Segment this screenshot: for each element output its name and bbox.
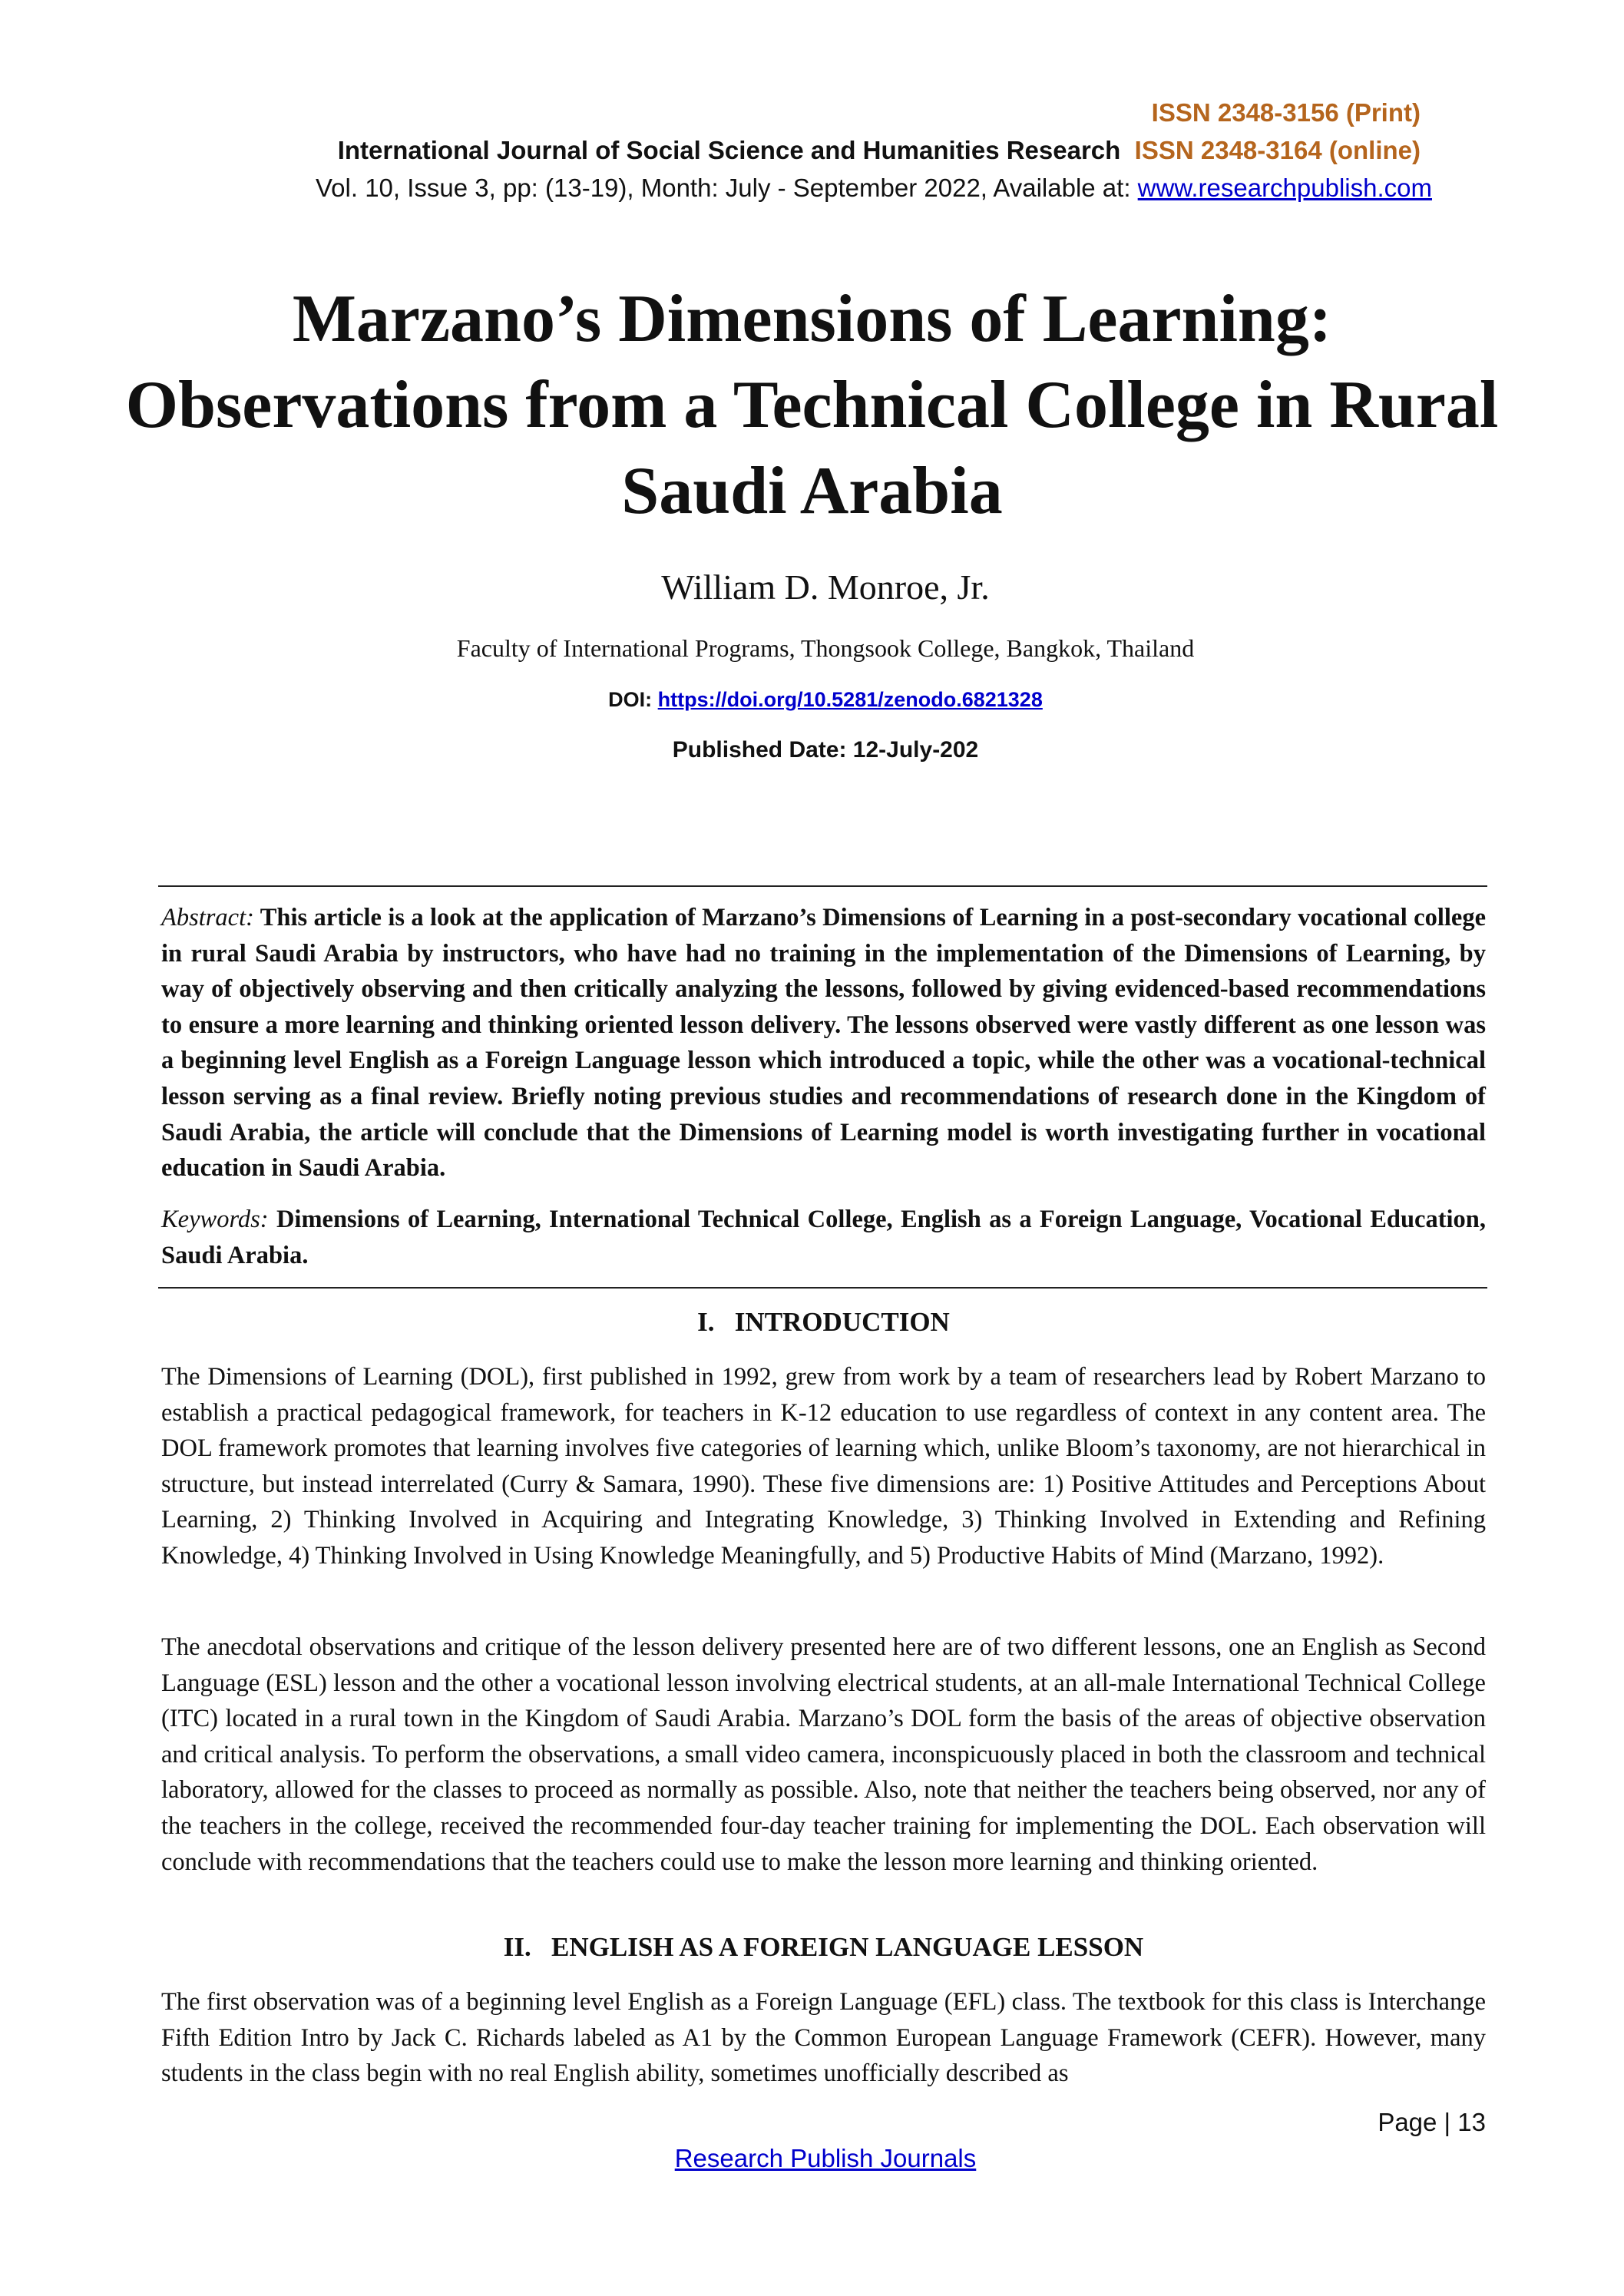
paragraph: The anecdotal observations and critique of the lesson delivery presented here are of two different lessons, one an English as Second Language (ESL) lesson and the other a vocational lesson involving electrical students, at an all-male International Technical College (ITC) located in a rural town in the Kingdom of Saudi Arabia. Marzano’s DOL form the basis of the areas of objective observation and critical analysis. To perform the observations, a small video camera, inconspicuously placed in both the classroom and technical laboratory, allowed for the classes to proceed as normally as possible. Also, note that neither the teachers being observed, nor any of the teachers in the college, received the recommended four-day teacher training for implementing the DOL. Each observation will conclude with recommendations that the teachers could use to make the lesson more learning and thinking oriented. <box>161 1633 1486 1876</box>
journal-name: International Journal of Social Science and Humanities Research <box>337 136 1121 164</box>
divider <box>158 1287 1487 1289</box>
doi-label: DOI: <box>608 688 653 711</box>
section-heading: II. ENGLISH AS A FOREIGN LANGUAGE LESSON <box>503 1932 1144 1962</box>
doi-line <box>0 688 1624 712</box>
abstract-label: Abstract: <box>161 904 254 931</box>
volume-line <box>316 174 1432 203</box>
paper-title: Marzano’s Dimensions of Learning: Observations from a Technical College in Rural Saudi Arabia <box>125 282 1499 528</box>
volume-info: Vol. 10, Issue 3, pp: (13-19), Month: July - September 2022, Available at: <box>315 174 1131 202</box>
footer-link[interactable]: Research Publish Journals <box>674 2144 977 2172</box>
keywords <box>161 1202 1486 1273</box>
abstract <box>161 900 1486 1186</box>
paragraph: The Dimensions of Learning (DOL), first published in 1992, grew from work by a team of researchers lead by Robert Marzano to establish a practical pedagogical framework, for teachers in K-12 education to use regardless of context in any content area. The DOL framework promotes that learning involves five categories of learning which, unlike Bloom’s taxonomy, are not hierarchical in structure, but instead interrelated (Curry & Samara, 1990). These five dimensions are: 1) Positive Attitudes and Perceptions About Learning, 2) Thinking Involved in Acquiring and Integrating Knowledge, 3) Thinking Involved in Extending and Refining Knowledge, 4) Thinking Involved in Using Knowledge Meaningfully, and 5) Productive Habits of Mind (Marzano, 1992). <box>161 1363 1486 1570</box>
published-date: Published Date: 12-July-202 <box>672 737 979 763</box>
paragraph: The first observation was of a beginning level English as a Foreign Language (EFL) class. The textbook for this class is Interchange Fifth Edition Intro by Jack C. Richards labeled as A1 by the Common European Language Framework (CEFR). However, many students in the class begin with no real English ability, sometimes unofficially described as <box>161 1988 1486 2088</box>
footer <box>0 2144 1624 2173</box>
section-heading: I. INTRODUCTION <box>697 1307 950 1337</box>
keywords-text: Dimensions of Learning, International Technical College, English as a Foreign Language, Vocational Education, Saudi Arabia. <box>161 1206 1487 1269</box>
abstract-text: This article is a look at the application of Marzano’s Dimensions of Learning in a post-secondary vocational college in rural Saudi Arabia by instructors, who have had no training in the implementation of the Dimensions of Learning, by way of objectively observing and then critically analyzing the lessons, followed by giving evidenced-based recommendations to ensure a more learning and thinking oriented lesson delivery. The lessons observed were vastly different as one lesson was a beginning level English as a Foreign Language lesson which introduced a topic, while the other was a vocational-technical lesson serving as a final review. Briefly noting previous studies and recommendations of research done in the Kingdom of Saudi Arabia, the article will conclude that the Dimensions of Learning model is worth investigating further in vocational education in Saudi Arabia. <box>161 904 1486 1183</box>
page-number: Page | 13 <box>1378 2108 1486 2136</box>
issn-print: ISSN 2348-3156 (Print) <box>1151 98 1421 127</box>
website-link[interactable]: www.researchpublish.com <box>1137 174 1432 202</box>
issn-online: ISSN 2348-3164 (online) <box>1134 136 1421 164</box>
keywords-label: Keywords: <box>161 1206 269 1233</box>
doi-link[interactable]: https://doi.org/10.5281/zenodo.6821328 <box>657 688 1043 711</box>
journal-line <box>338 136 1421 165</box>
author: William D. Monroe, Jr. <box>661 567 990 607</box>
affiliation: Faculty of International Programs, Thongsook College, Bangkok, Thailand <box>456 634 1195 662</box>
divider <box>158 885 1487 887</box>
